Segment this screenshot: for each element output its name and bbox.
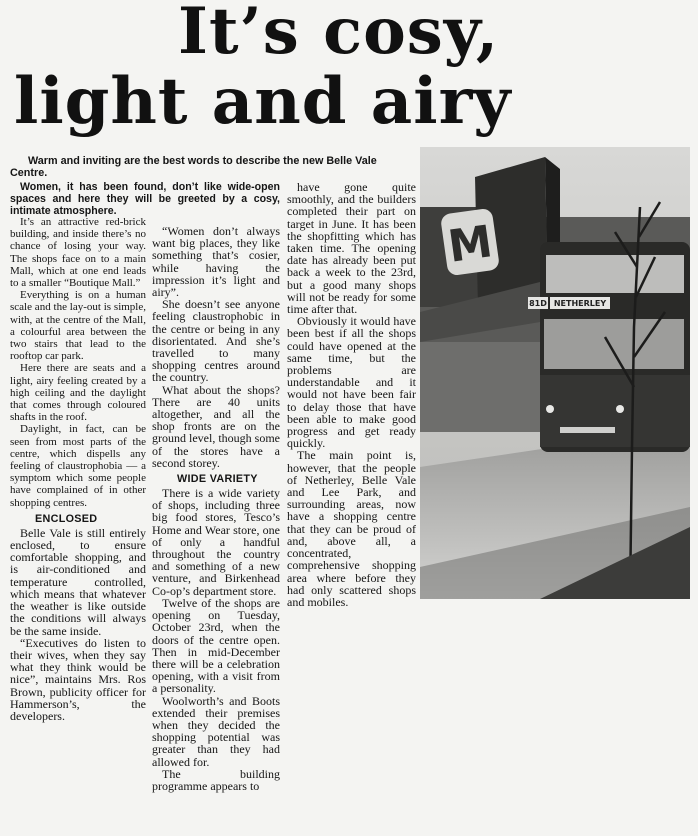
paragraph: The building programme appears to bbox=[152, 766, 280, 793]
paragraph: The main point is, however, that the people of Netherley, Belle Vale and Lee Park, and surrounding areas, now have a shopping centre that they can be proud of and, above all, a concentrated, comprehensive shopping area where before they had only scattered shops and mobiles. bbox=[287, 448, 416, 609]
headline bbox=[0, 0, 560, 148]
svg-text:M: M bbox=[445, 216, 496, 273]
paragraph: There is a wide variety of shops, including three big food stores, Tesco’s Home and Wear store, one of only a handful throughout the country and something of a new venture, and Birkenhead Co-op’s department store. bbox=[152, 486, 280, 598]
subheading-enclosed: ENCLOSED bbox=[35, 512, 98, 525]
paragraph: Twelve of the shops are opening on Tuesday, October 23rd, when the doors of the centre open. Then in mid-December there will be a celebration opening, with a visit from a personality. bbox=[152, 595, 280, 696]
article-column-1 bbox=[10, 216, 146, 722]
paragraph: Woolworth’s and Boots extended their premises when they decided the shopping potential was greater than they had allowed for. bbox=[152, 693, 280, 769]
article-column-3 bbox=[287, 181, 416, 608]
headline-line-1: It’s cosy, bbox=[178, 0, 500, 69]
double-decker-bus bbox=[528, 242, 690, 452]
paragraph: Belle Vale is still entirely enclosed, to ensure comfortable shopping, and is air-conditioned and temperature controlled, which means that whatever the weather is like outside the conditions will always be the same inside. bbox=[10, 525, 146, 638]
paragraph: Everything is on a human scale and the lay-out is simple, with, at the centre of the Mall, a colourful area between the two stairs that lead to the rooftop car park. bbox=[10, 289, 146, 363]
paragraph: Daylight, in fact, can be seen from most parts of the centre, which dispells any feeling of claustrophobia — a symptom which some people have complained of in other shopping centres. bbox=[10, 423, 146, 509]
paragraph: It’s an attractive red-brick building, and inside there’s no chance of losing your way. The shops face on to a main Mall, which at one end leads to a smaller “Boutique Mall.” bbox=[10, 216, 146, 290]
paragraph: “Executives do listen to their wives, when they say what they think would be nice”, maintains Mrs. Ros Brown, publicity officer for Hammerson’s, the developers. bbox=[10, 635, 146, 723]
paragraph: “Women don’t always want big places, they like something that’s cosier, while having the impression it’s light and airy”. bbox=[152, 224, 280, 300]
paragraph: What about the shops? There are 40 units altogether, and all the shop fronts are on the ground level, though some of the stores have a second storey. bbox=[152, 382, 280, 470]
paragraph: Here there are seats and a light, airy feeling created by a high ceiling and the daylight that comes through coloured shafts in the roof. bbox=[10, 362, 146, 424]
subheading-wide-variety: WIDE VARIETY bbox=[177, 473, 258, 486]
bus-route-number: 81D bbox=[529, 299, 547, 308]
paragraph: She doesn’t see anyone feeling claustrophobic in the centre or being in any disorientated. And she’s travelled to many shopping centres around the country. bbox=[152, 297, 280, 385]
bus-destination-blind: NETHERLEY bbox=[553, 299, 607, 308]
lead-paragraph: Women, it has been found, don’t like wide-open spaces and here they will be greeted by a cosy, intimate atmosphere. bbox=[10, 181, 280, 217]
paragraph: Obviously it would have been best if all the shops could have opened at the same time, but the problems are understandable and it would not have been fair to delay those that have been able to make good progress and get ready quickly. bbox=[287, 314, 416, 451]
headline-line-2: light and airy bbox=[14, 64, 512, 139]
paragraph: have gone quite smoothly, and the builders completed their part on target in June. It has been the shopfitting which has taken time. The opening date has already been put back a week to the 23rd, but a good many shops will not be ready for some time after that. bbox=[287, 180, 416, 317]
intro-standfirst: Warm and inviting are the best words to describe the new Belle Vale Centre. bbox=[10, 155, 377, 179]
photo-belle-vale-centre-with-bus bbox=[420, 147, 690, 599]
